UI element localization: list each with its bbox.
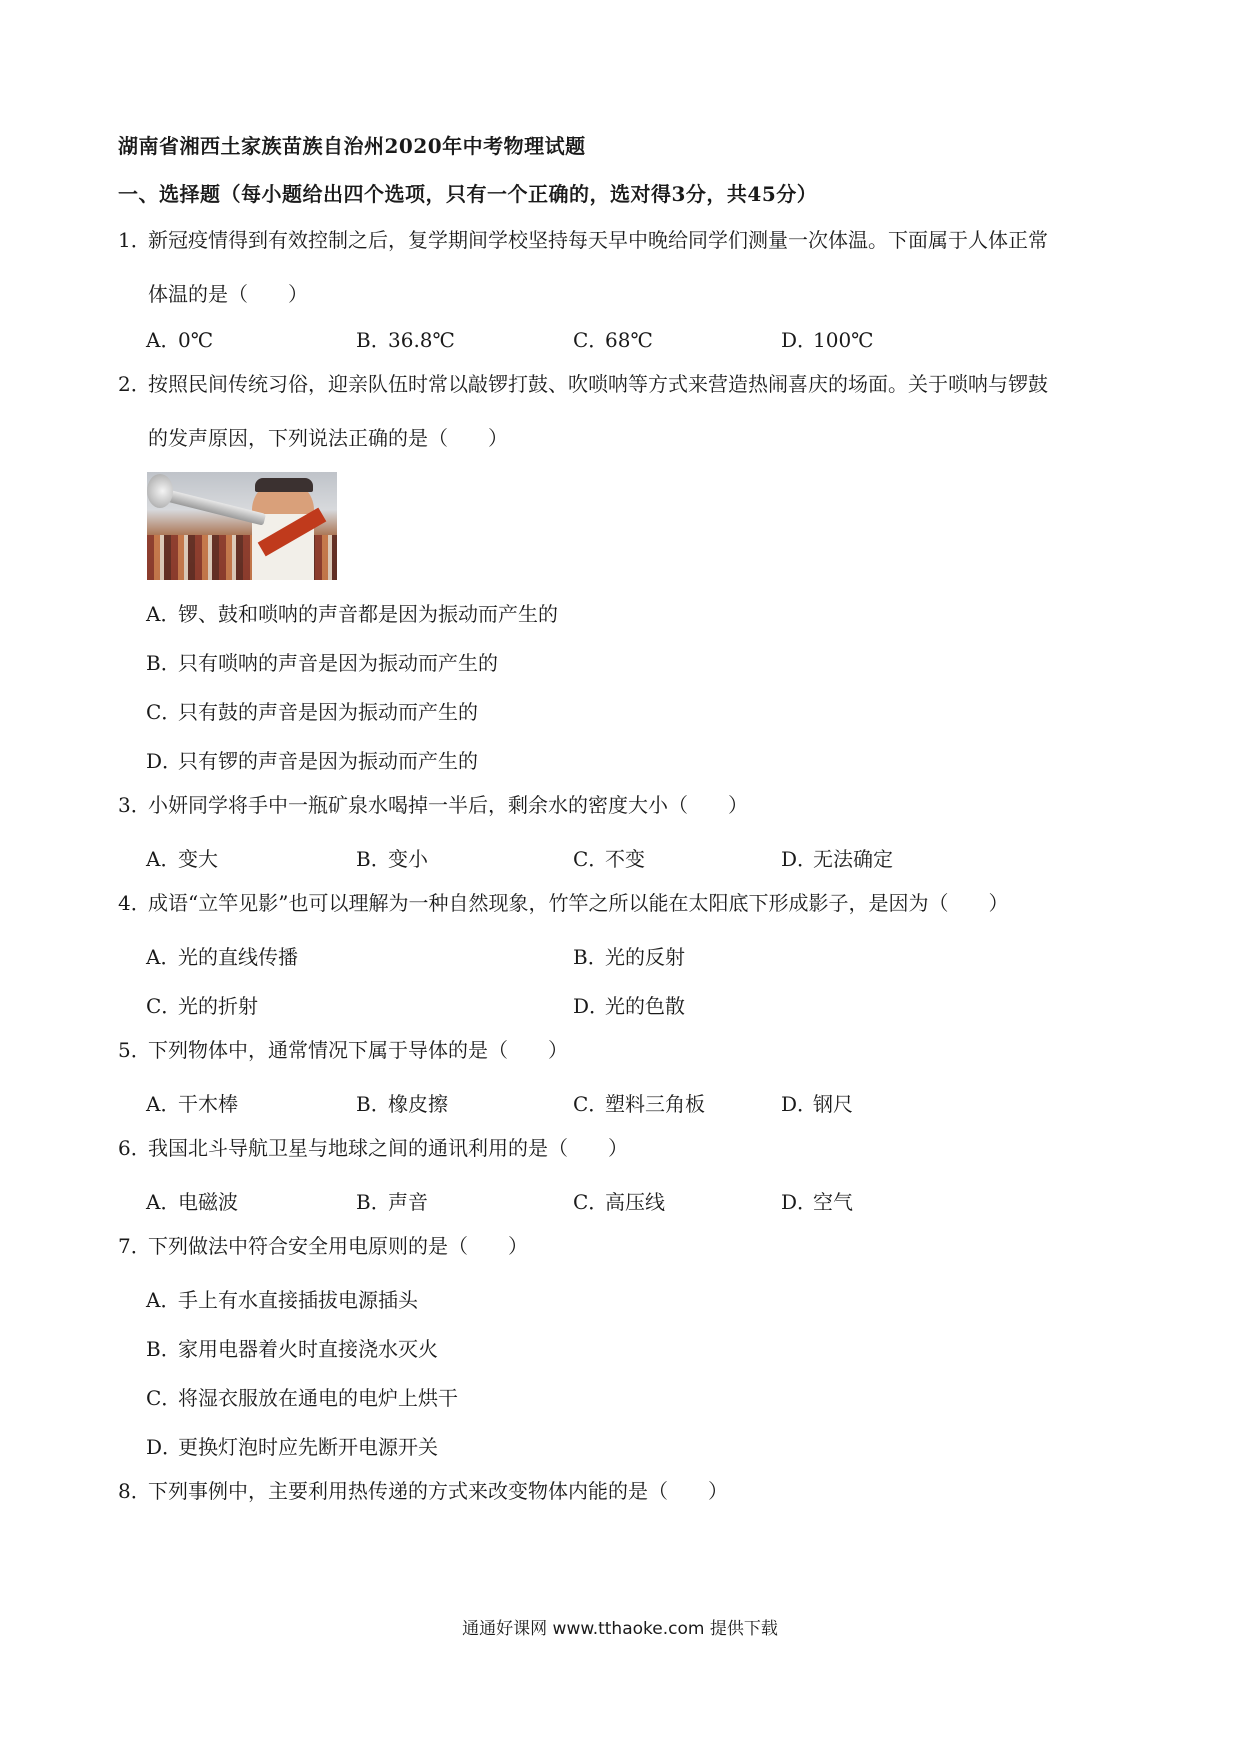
option-a: A．手上有水直接插拔电源插头 [146,1288,418,1312]
option-d: D．更换灯泡时应先断开电源开关 [146,1435,438,1459]
question-text: 下列做法中符合安全用电原则的是（ ） [148,1234,528,1258]
question-number: 2． [118,372,151,396]
exam-title: 湖南省湘西土家族苗族自治州2020年中考物理试题 [118,134,586,158]
question-3 [118,781,748,830]
question-2-continuation: 的发声原因，下列说法正确的是（ ） [148,426,508,450]
option-c: C．光的折射 [146,994,258,1018]
question-4 [118,879,1008,928]
question-text: 按照民间传统习俗，迎亲队伍时常以敲锣打鼓、吹唢呐等方式来营造热闹喜庆的场面。关于唢呐与锣鼓 [148,372,1048,396]
option-c: C．不变 [573,847,645,871]
option-c: C．高压线 [573,1190,665,1214]
question-number: 4． [118,891,151,915]
question-text: 我国北斗导航卫星与地球之间的通讯利用的是（ ） [148,1136,628,1160]
question-number: 1． [118,228,151,252]
option-c: C．68℃ [573,328,653,352]
option-c: C．只有鼓的声音是因为振动而产生的 [146,700,478,724]
question-text: 小妍同学将手中一瓶矿泉水喝掉一半后，剩余水的密度大小（ ） [148,793,748,817]
option-b: B．声音 [356,1190,428,1214]
question-5 [118,1026,568,1075]
question-text: 新冠疫情得到有效控制之后，复学期间学校坚持每天早中晚给同学们测量一次体温。下面属于人体正常 [148,228,1048,252]
question-6 [118,1124,628,1173]
option-a: A．光的直线传播 [146,945,298,969]
option-b: B．橡皮擦 [356,1092,448,1116]
option-c: C．塑料三角板 [573,1092,705,1116]
question-text: 下列物体中，通常情况下属于导体的是（ ） [148,1038,568,1062]
question-8 [118,1467,728,1516]
option-a: A．变大 [146,847,218,871]
option-b: B．变小 [356,847,428,871]
option-a: A．干木棒 [146,1092,238,1116]
question-2 [118,360,1048,409]
option-b: B．只有唢呐的声音是因为振动而产生的 [146,651,498,675]
section-heading: 一、选择题（每小题给出四个选项，只有一个正确的，选对得3分，共45分） [118,182,818,206]
question-number: 8． [118,1479,151,1503]
question-text: 下列事例中，主要利用热传递的方式来改变物体内能的是（ ） [148,1479,728,1503]
option-c: C．将湿衣服放在通电的电炉上烘干 [146,1386,458,1410]
option-d: D．100℃ [781,328,874,352]
option-a: A．0℃ [146,328,214,352]
option-b: B．家用电器着火时直接浇水灭火 [146,1337,438,1361]
question-number: 5． [118,1038,151,1062]
option-b: B．光的反射 [573,945,685,969]
footer-source: 通通好课网 www.tthaoke.com 提供下载 [462,1619,778,1639]
question-number: 6． [118,1136,151,1160]
option-d: D．钢尺 [781,1092,853,1116]
option-d: D．无法确定 [781,847,893,871]
option-d: D．光的色散 [573,994,685,1018]
question-1-continuation: 体温的是（ ） [148,282,308,306]
option-d: D．只有锣的声音是因为振动而产生的 [146,749,478,773]
question-number: 3． [118,793,151,817]
option-a: A．电磁波 [146,1190,238,1214]
suona-player-photo [147,472,337,580]
option-d: D．空气 [781,1190,853,1214]
option-b: B．36.8℃ [356,328,455,352]
question-number: 7． [118,1234,151,1258]
question-1 [118,216,1048,265]
option-a: A．锣、鼓和唢呐的声音都是因为振动而产生的 [146,602,558,626]
question-7 [118,1222,528,1271]
question-text: 成语“立竿见影”也可以理解为一种自然现象，竹竿之所以能在太阳底下形成影子，是因为（ ） [148,891,1009,915]
